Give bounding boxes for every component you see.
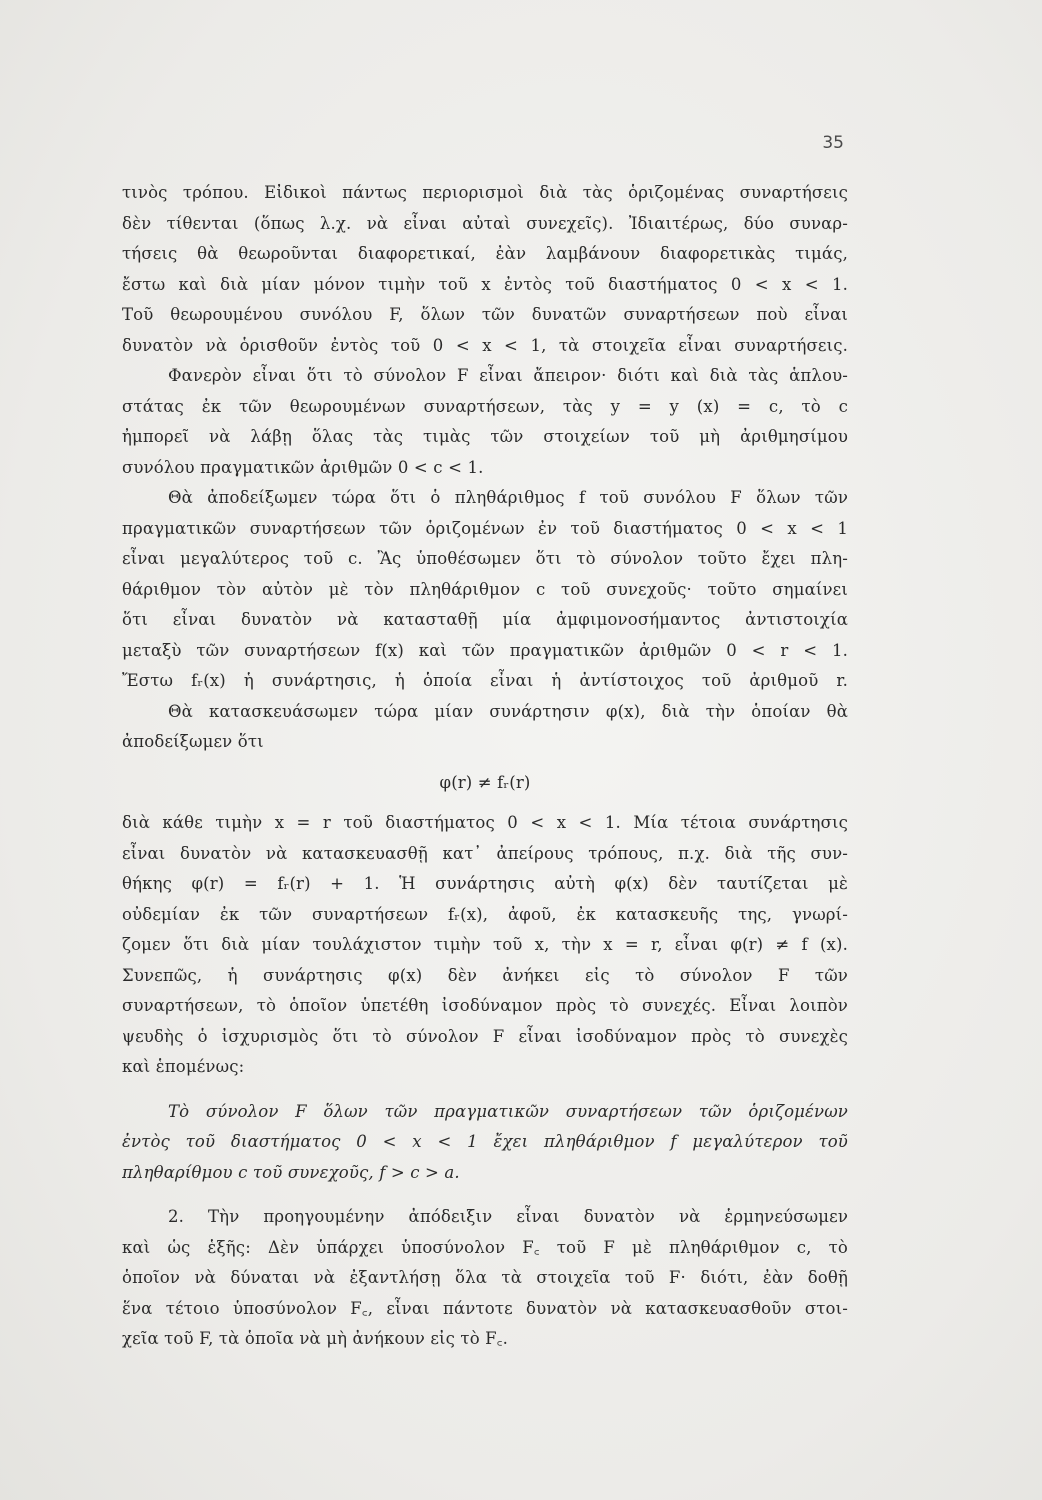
text-line: χεῖα τοῦ F, τὰ ὁποῖα νὰ μὴ ἀνήκουν εἰς τὸ F꜀. [122, 1329, 509, 1348]
text-line: Συνεπῶς, ἡ συνάρτησις φ(x) δὲν ἀνήκει εἰς τὸ σύνολον F τῶν [122, 965, 848, 985]
text-line: καὶ ὡς ἑξῆς: Δὲν ὑπάρχει ὑποσύνολον F꜀ τοῦ F μὲ πληθάριθμον c, τὸ [122, 1237, 848, 1257]
page-number: 35 [822, 133, 844, 153]
text-line: τινὸς τρόπου. Εἰδικοὶ πάντως περιορισμοὶ διὰ τὰς ὁριζομένας συναρτήσεις [122, 183, 848, 202]
paragraph-3 [122, 483, 848, 697]
text-line: συναρτήσεων, τὸ ὁποῖον ὑπετέθη ἰσοδύναμον πρὸς τὸ συνεχές. Εἶναι λοιπὸν [122, 996, 848, 1015]
text-line: Θὰ ἀποδείξωμεν τώρα ὅτι ὁ πληθάριθμος f τοῦ συνόλου F ὅλων τῶν [168, 488, 848, 507]
text-line: ἕνα τέτοιο ὑποσύνολον F꜀, εἶναι πάντοτε δυνατὸν νὰ κατασκευασθοῦν στοι- [122, 1298, 848, 1318]
text-line: τήσεις θὰ θεωροῦνται διαφορετικαί, ἐὰν λαμβάνουν διαφορετικὰς τιμάς, [122, 244, 848, 263]
text-line: στάτας ἐκ τῶν θεωρουμένων συναρτήσεων, τὰς y = y (x) = c, τὸ c [122, 396, 848, 416]
text-line: συνόλου πραγματικῶν ἀριθμῶν 0 < c < 1. [122, 457, 484, 477]
text-line: οὐδεμίαν ἐκ τῶν συναρτήσεων fᵣ(x), ἀφοῦ, ἐκ κατασκευῆς της, γνωρί- [122, 904, 848, 924]
text-line: εἶναι μεγαλύτερος τοῦ c. Ἂς ὑποθέσωμεν ὅτι τὸ σύνολον τοῦτο ἔχει πλη- [122, 549, 848, 568]
text-line: Τοῦ θεωρουμένου συνόλου F, ὅλων τῶν δυνατῶν συναρτήσεων ποὺ εἶναι [122, 305, 848, 324]
text-line: ἔστω καὶ διὰ μίαν μόνον τιμὴν τοῦ x ἐντὸς τοῦ διαστήματος 0 < x < 1. [122, 274, 848, 294]
text-line: ἐντὸς τοῦ διαστήματος 0 < x < 1 ἔχει πληθάριθμον f μεγαλύτερον τοῦ [122, 1132, 848, 1151]
theorem-statement [122, 1097, 848, 1189]
text-line: εἶναι δυνατὸν νὰ κατασκευασθῇ κατ᾿ ἀπείρους τρόπους, π.χ. διὰ τῆς συν- [122, 843, 848, 863]
text-line: Θὰ κατασκευάσωμεν τώρα μίαν συνάρτησιν φ(x), διὰ τὴν ὁποίαν θὰ [168, 701, 848, 721]
text-line: ὅτι εἶναι δυνατὸν νὰ κατασταθῇ μία ἀμφιμονοσήμαντος ἀντιστοιχία [122, 610, 848, 629]
text-line: ὁποῖον νὰ δύναται νὰ ἐξαντλήσῃ ὅλα τὰ στοιχεῖα τοῦ F· διότι, ἐὰν δοθῇ [122, 1268, 848, 1287]
paragraph-2 [122, 361, 848, 483]
paragraph-4 [122, 697, 848, 758]
text-line: ζομεν ὅτι διὰ μίαν τουλάχιστον τιμὴν τοῦ x, τὴν x = r, εἶναι φ(r) ≠ f (x). [122, 935, 848, 954]
text-line: δὲν τίθενται (ὅπως λ.χ. νὰ εἶναι αὐταὶ συνεχεῖς). Ἰδιαιτέρως, δύο συναρ- [122, 213, 848, 233]
text-line: ψευδὴς ὁ ἰσχυρισμὸς ὅτι τὸ σύνολον F εἶναι ἰσοδύναμον πρὸς τὸ συνεχὲς [122, 1026, 848, 1046]
display-formula: φ(r) ≠ fᵣ(r) [439, 772, 531, 792]
paragraph-1 [122, 178, 848, 361]
text-line: ἠμπορεῖ νὰ λάβῃ ὅλας τὰς τιμὰς τῶν στοιχείων τοῦ μὴ ἀριθμησίμου [122, 427, 848, 446]
text-line: μεταξὺ τῶν συναρτήσεων f(x) καὶ τῶν πραγματικῶν ἀριθμῶν 0 < r < 1. [122, 640, 848, 660]
text-line: πραγματικῶν συναρτήσεων τῶν ὁριζομένων ἐν τοῦ διαστήματος 0 < x < 1 [122, 518, 848, 538]
text-line: Φανερὸν εἶναι ὅτι τὸ σύνολον F εἶναι ἄπειρον· διότι καὶ διὰ τὰς ἁπλου- [168, 366, 848, 385]
text-line: διὰ κάθε τιμὴν x = r τοῦ διαστήματος 0 < x < 1. Μία τέτοια συνάρτησις [122, 813, 848, 832]
text-line: ἀποδείξωμεν ὅτι [122, 732, 264, 751]
paragraph-6 [122, 1202, 848, 1355]
text-line: Τὸ σύνολον F ὅλων τῶν πραγματικῶν συναρτήσεων τῶν ὁριζομένων [168, 1101, 848, 1121]
text-line: πληθαρίθμου c τοῦ συνεχοῦς, f > c > a. [122, 1162, 460, 1182]
text-line: καὶ ἑπομένως: [122, 1057, 245, 1076]
body-text [122, 178, 848, 1355]
text-line: θήκης φ(r) = fᵣ(r) + 1. Ἡ συνάρτησις αὐτὴ φ(x) δὲν ταυτίζεται μὲ [122, 874, 848, 893]
paragraph-5 [122, 808, 848, 1083]
text-line: 2. Τὴν προηγουμένην ἀπόδειξιν εἶναι δυνατὸν νὰ ἑρμηνεύσωμεν [168, 1207, 848, 1226]
text-line: δυνατὸν νὰ ὁρισθοῦν ἐντὸς τοῦ 0 < x < 1, τὰ στοιχεῖα εἶναι συναρτήσεις. [122, 335, 848, 355]
text-line: Ἔστω fᵣ(x) ἡ συνάρτησις, ἡ ὁποία εἶναι ἡ ἀντίστοιχος τοῦ ἀριθμοῦ r. [122, 671, 848, 690]
text-line: θάριθμον τὸν αὐτὸν μὲ τὸν πληθάριθμον c τοῦ συνεχοῦς· τοῦτο σημαίνει [122, 579, 848, 599]
